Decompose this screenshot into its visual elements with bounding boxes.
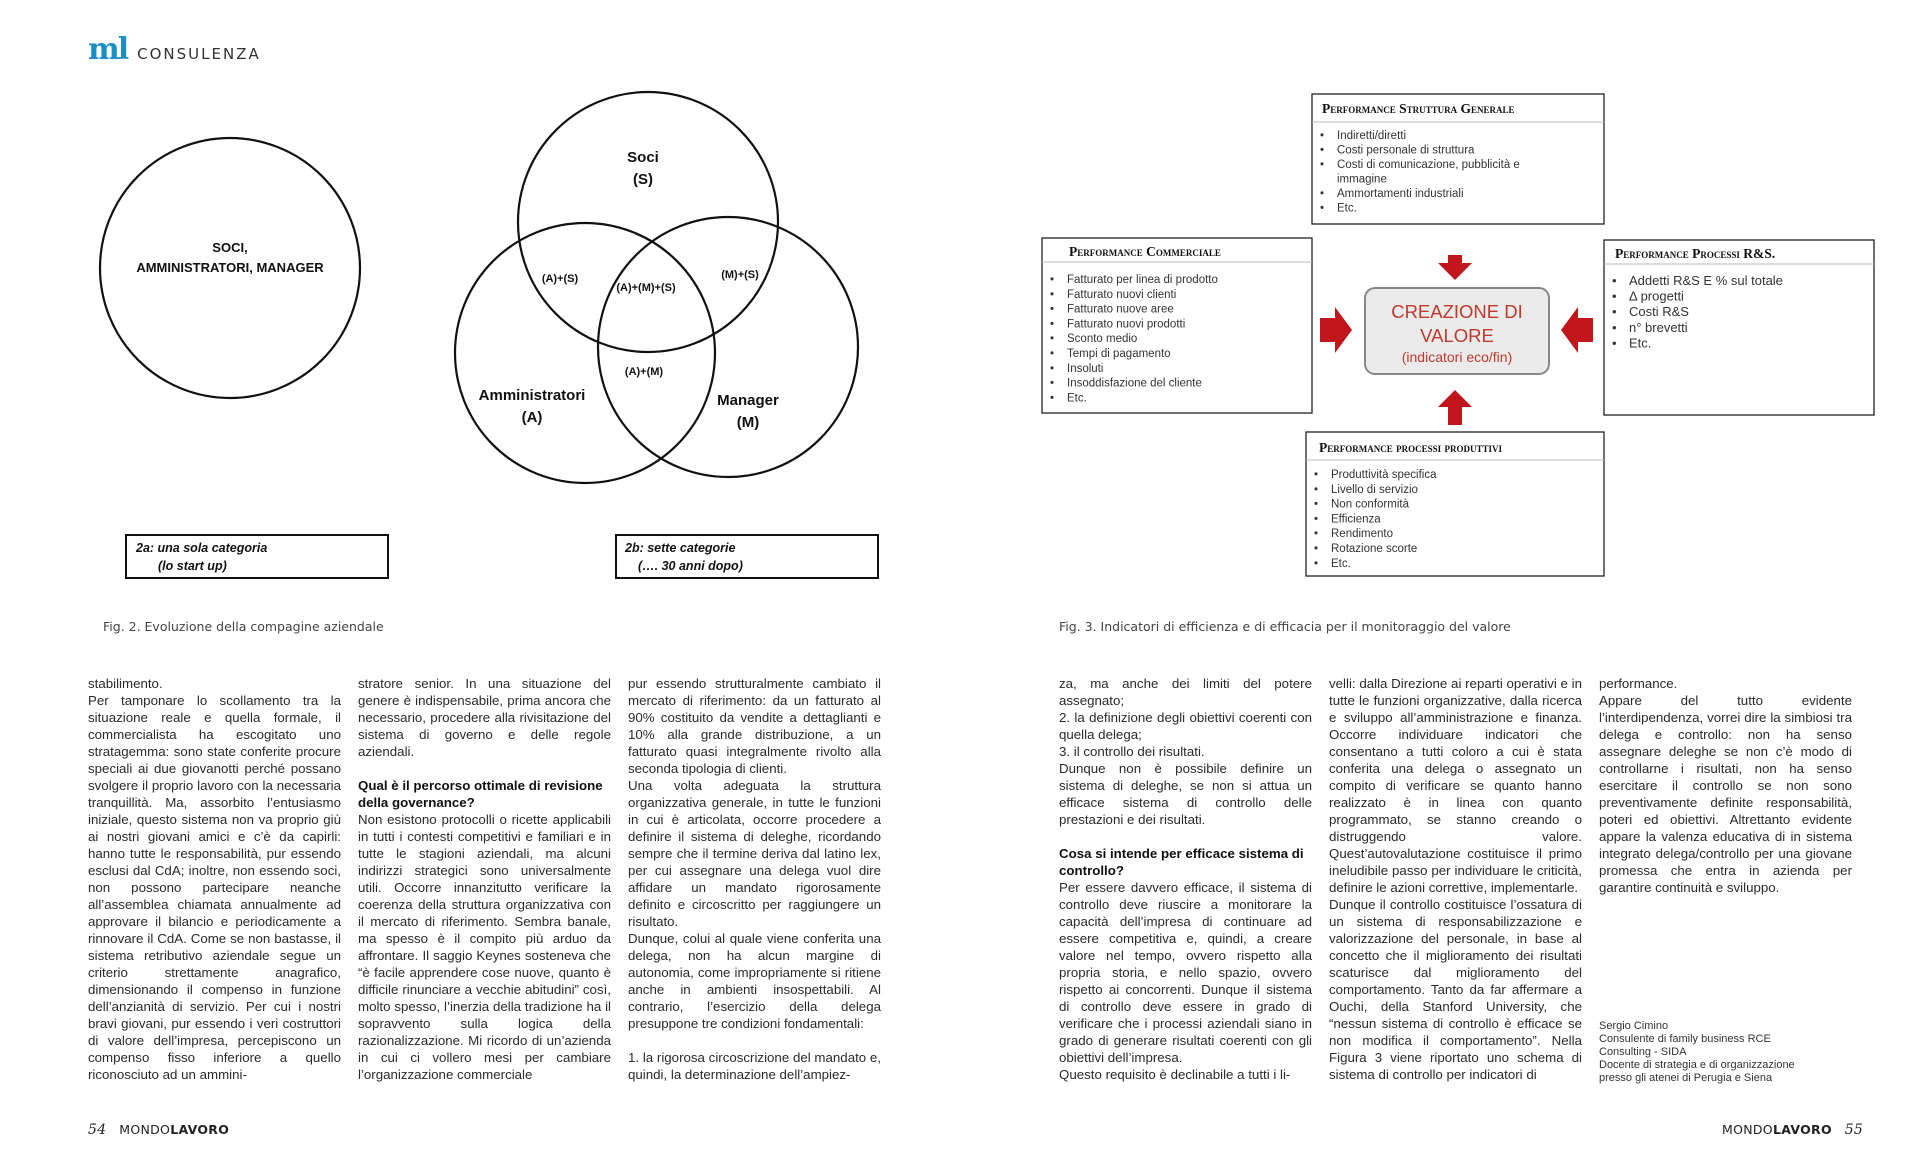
arrow-down-icon [1438, 255, 1472, 280]
overlap-m-s: (M)+(S) [721, 269, 759, 281]
bullet-icon: • [1050, 333, 1055, 346]
footer-brand-left: MONDOLAVORO [119, 1122, 230, 1137]
overlap-a-s: (A)+(S) [541, 273, 579, 285]
left-list-item: Fatturato nuove aree [1067, 303, 1174, 316]
text-column-5: velli: dalla Direzione ai reparti operativi e in tutte le funzioni organizzative, dalla ricerca e sviluppo all’amministrazione e finanza. Occorre individuare indicatori che consentano a tutti coloro a cui è stata conferita una delega o assegnato un compito di verificare se quanto hanno realizzato è in linea con quanto programmato, se stanno creando o distruggendo valore. Quest’autovalutazione costituisce il primo ineludibile passo per individuare le criticità, definire le azioni correttive, implementarle. Dunque il controllo costituisce l’ossatura di un sistema di responsabilizzazione e valorizzazione del personale, in base al concetto che il miglioramento dei risultati scaturisce dal miglioramento del comportamento. Tanto da far affermare a Ouchi, della Stanford University, che “nessun sistema di controllo è efficace se non modifica il comportamento”. Nella Figura 3 viene riportato uno schema di sistema di controllo per indicatori di [1329, 676, 1582, 1082]
bullet-icon: • [1320, 159, 1325, 171]
footer-right [1722, 1122, 1863, 1138]
circle-manager [598, 217, 858, 477]
soci-label: Soci [627, 149, 659, 166]
processi-produttivi-title: Performance processi produttivi [1319, 440, 1503, 455]
bottom-list-item: Rendimento [1331, 528, 1394, 541]
author-signature: Sergio Cimino Consulente di family business RCE Consulting - SIDA Docente di strategia e di organizzazione presso gli atenei di Perugia e Siena [1599, 1020, 1795, 1084]
left-list-item: Etc. [1067, 392, 1087, 405]
text-column-4: za, ma anche dei limiti del potere assegnato; 2. la definizione degli obiettivi coerenti con quella delega; 3. il controllo dei risultati. Dunque non è possibile definire un sistema di deleghe, se non si attua un efficace sistema di controllo delle prestazioni e dei risultati. Cosa si intende per efficace sistema di controllo? Per essere davvero efficace, il sistema di controllo deve riuscire a monitorare la capacità dell’impresa di continuare ad essere competitiva e, quindi, a creare valore nel tempo, ovvero rispetto alla propria storia, e nello spazio, ovvero rispetto ai concorrenti. Dunque il sistema di controllo deve essere in grado di verificare che i processi aziendali siano in grado di generare risultati coerenti con gli obiettivi dell’impresa. Questo requisito è declinabile a tutti i li- [1059, 676, 1312, 1082]
center-line2: VALORE [1420, 325, 1494, 346]
subheading-controllo: Cosa si intende per efficace sistema di controllo? [1059, 846, 1304, 878]
fig3-caption: Fig. 3. Indicatori di efficienza e di efficacia per il monitoraggio del valore [1059, 619, 1511, 634]
soci-abbr: (S) [633, 171, 653, 188]
page-number-right: 55 [1844, 1122, 1864, 1138]
arrow-up-icon [1438, 390, 1472, 425]
amministratori-label: Amministratori [478, 387, 586, 404]
left-list-item: Fatturato nuovi prodotti [1067, 318, 1186, 331]
bullet-icon: • [1050, 318, 1055, 331]
box-2b-line1: 2b: sette categorie [625, 541, 736, 555]
bottom-list-item: Produttività specifica [1331, 469, 1437, 481]
header [88, 32, 261, 67]
manager-label: Manager [717, 392, 779, 409]
top-list-item: Indiretti/diretti [1337, 130, 1407, 142]
fig2-diagram [80, 85, 880, 595]
top-list-item: Ammortamenti industriali [1337, 188, 1464, 200]
text-column-1: stabilimento. Per tamponare lo scollamento tra la situazione reale e quella formale, il commercialista ha escogitato uno stratagemma: sono state conferite procure speciali ai due giovanotti perché possano svolgere il proprio lavoro con la necessaria tranquillità. Ma, assorbito l’entusiasmo iniziale, questo sistema non va proprio giù ai nostri giovani amici e c’è da capirli: hanno tutte le responsabilità, pur essendo esclusi dal CdA; inoltre, non essendo soci, non possono partecipare neanche all’assemblea chiamata annualmente ad approvare il bilancio e periodicamente a rinnovare il CdA. Come se non bastasse, il sistema retributivo aziendale segue un criterio strettamente anagrafico, dimensionando il compenso in funzione dell’anzianità di servizio. Per cui i nostri bravi giovani, pur essendo i veri costruttori di valore dell’impresa, percepiscono un compenso fisso inferiore a quello riconosciuto ad un ammini- [88, 676, 341, 1082]
footer-left [88, 1122, 229, 1138]
top-list-item: Etc. [1337, 202, 1357, 215]
bullet-icon: • [1050, 362, 1055, 375]
right-list-item: n° brevetti [1629, 319, 1688, 335]
top-list-item: immagine [1337, 173, 1387, 186]
page-number-left: 54 [88, 1122, 107, 1138]
bullet-icon: • [1612, 304, 1617, 320]
bullet-icon: • [1050, 377, 1055, 390]
bullet-icon: • [1320, 130, 1325, 142]
section-title: CONSULENZA [137, 45, 261, 63]
text-column-2: stratore senior. In una situazione del genere è indispensabile, prima ancora che necessario, procedere alla rivisitazione del sistema di governo e delle regole aziendali. Qual è il percorso ottimale di revisione della governance? Non esistono protocolli o ricette applicabili in tutti i contesti competitivi e familiari e in tutte le stagioni aziendali, ma alcuni indirizzi strategici sono universalmente utili. Occorre innanzitutto verificare la coerenza della struttura organizzativa con il mercato di riferimento. Sembra banale, ma spesso è il compito più arduo da affrontare. Il saggio Keynes sosteneva che “è facile apprendere cose nuove, quanto è difficile rinunciare a vecchie abitudini” così, molto spesso, l’inerzia della tradizione ha il sopravvento sulla logica della razionalizzazione. Mi ricordo di un’azienda in cui ci vollero mesi per cambiare l’organizzazione commerciale [358, 676, 611, 1082]
bullet-icon: • [1314, 557, 1319, 570]
right-list-item: Etc. [1629, 335, 1652, 351]
amministratori-abbr: (A) [521, 409, 543, 426]
bullet-icon: • [1320, 202, 1325, 215]
footer-brand-right: MONDOLAVORO [1722, 1122, 1832, 1137]
bullet-icon: • [1612, 319, 1617, 335]
box-2a-line2: (lo start up) [158, 559, 227, 573]
single-circle-line2: AMMINISTRATORI, MANAGER [136, 260, 324, 275]
arrow-left-icon [1561, 307, 1593, 353]
text-column-3: pur essendo strutturalmente cambiato il mercato di riferimento: da un fatturato al 90% costituito da vendite a dettaglianti e 10% alla grande distribuzione, a un fatturato quasi integralmente rivolto alla seconda tipologia di clienti. Una volta adeguata la struttura organizzativa generale, in tutte le funzioni in cui è articolata, occorre procedere a definire il sistema di deleghe, ricordando sempre che il termine deriva dal latino lex, per cui assegnare una delega vuol dire affidare un mandato rigorosamente definito e circoscritto per raggiungere un risultato. Dunque, colui al quale viene conferita una delega, non ha alcun margine di autonomia, come impropriamente si ritiene anche in ambienti insospettabili. Al contrario, l’esercizio della delega presuppone tre condizioni fondamentali: 1. la rigorosa circoscrizione del mandato e, quindi, la determinazione dell’ampiez- [628, 676, 881, 1082]
left-list-item: Fatturato per linea di prodotto [1067, 274, 1218, 286]
magazine-logo: ml [88, 32, 128, 67]
right-list-item: Δ progetti [1629, 288, 1684, 304]
left-list-item: Insoluti [1067, 362, 1104, 375]
processi-rs-title: Performance Processi R&S. [1615, 246, 1776, 261]
bottom-list-item: Efficienza [1331, 513, 1381, 526]
circle-amministratori [455, 223, 715, 483]
left-list-item: Insoddisfazione del cliente [1067, 377, 1202, 390]
bullet-icon: • [1314, 469, 1319, 481]
center-line1: CREAZIONE DI [1391, 301, 1523, 322]
top-list-item: Costi di comunicazione, pubblicità e [1337, 159, 1520, 171]
commerciale-title: Performance Commerciale [1069, 244, 1221, 259]
bullet-icon: • [1050, 288, 1055, 301]
bullet-icon: • [1314, 543, 1319, 555]
left-list-item: Sconto medio [1067, 333, 1138, 346]
manager-abbr: (M) [736, 414, 760, 431]
bottom-list-item: Rotazione scorte [1331, 543, 1418, 555]
fig3-diagram [1035, 90, 1880, 590]
overlap-a-m: (A)+(M) [624, 366, 664, 378]
circle-soci [518, 92, 778, 352]
right-list-item: Addetti R&S E % sul totale [1629, 273, 1783, 288]
single-circle-line1: SOCI, [212, 240, 248, 255]
struttura-generale-title: Performance Struttura Generale [1322, 101, 1515, 116]
bullet-icon: • [1314, 483, 1319, 496]
bullet-icon: • [1612, 288, 1617, 304]
box-2b-line2: (…. 30 anni dopo) [638, 559, 743, 573]
left-list-item: Tempi di pagamento [1067, 348, 1171, 360]
bullet-icon: • [1314, 513, 1319, 526]
bottom-list-item: Non conformità [1331, 498, 1409, 511]
bullet-icon: • [1314, 528, 1319, 541]
bullet-icon: • [1050, 348, 1055, 360]
bottom-list-item: Livello di servizio [1331, 483, 1418, 496]
bullet-icon: • [1314, 498, 1319, 511]
text-column-6: performance. Appare del tutto evidente l’interdipendenza, vorrei dire la simbiosi tra delega e controllo: non ha senso assegnare deleghe se non c’è modo di controllarne i risultati, non ha senso esercitare il controllo se non sono preventivamente definite responsabilità, poteri ed obiettivi. Altrettanto evidente appare la valenza educativa di in sistema integrato delega/controllo per una giovane promessa che entra in azienda per garantire continuità e sviluppo. [1599, 676, 1852, 895]
bottom-list-item: Etc. [1331, 557, 1351, 570]
arrow-right-icon [1320, 307, 1352, 353]
bullet-icon: • [1320, 188, 1325, 200]
overlap-a-m-s: (A)+(M)+(S) [616, 282, 676, 294]
fig2-caption: Fig. 2. Evoluzione della compagine aziendale [103, 619, 384, 634]
left-list-item: Fatturato nuovi clienti [1067, 288, 1177, 301]
right-list-item: Costi R&S [1629, 304, 1689, 320]
bullet-icon: • [1320, 144, 1325, 157]
subheading-governance: Qual è il percorso ottimale di revisione della governance? [358, 778, 603, 810]
bullet-icon: • [1612, 273, 1617, 288]
bullet-icon: • [1612, 335, 1617, 351]
bullet-icon: • [1050, 303, 1055, 316]
bullet-icon: • [1050, 274, 1055, 286]
box-2a-line1: 2a: una sola categoria [136, 541, 268, 555]
center-line3: (indicatori eco/fin) [1401, 349, 1513, 365]
bullet-icon: • [1050, 392, 1055, 405]
top-list-item: Costi personale di struttura [1337, 144, 1475, 157]
